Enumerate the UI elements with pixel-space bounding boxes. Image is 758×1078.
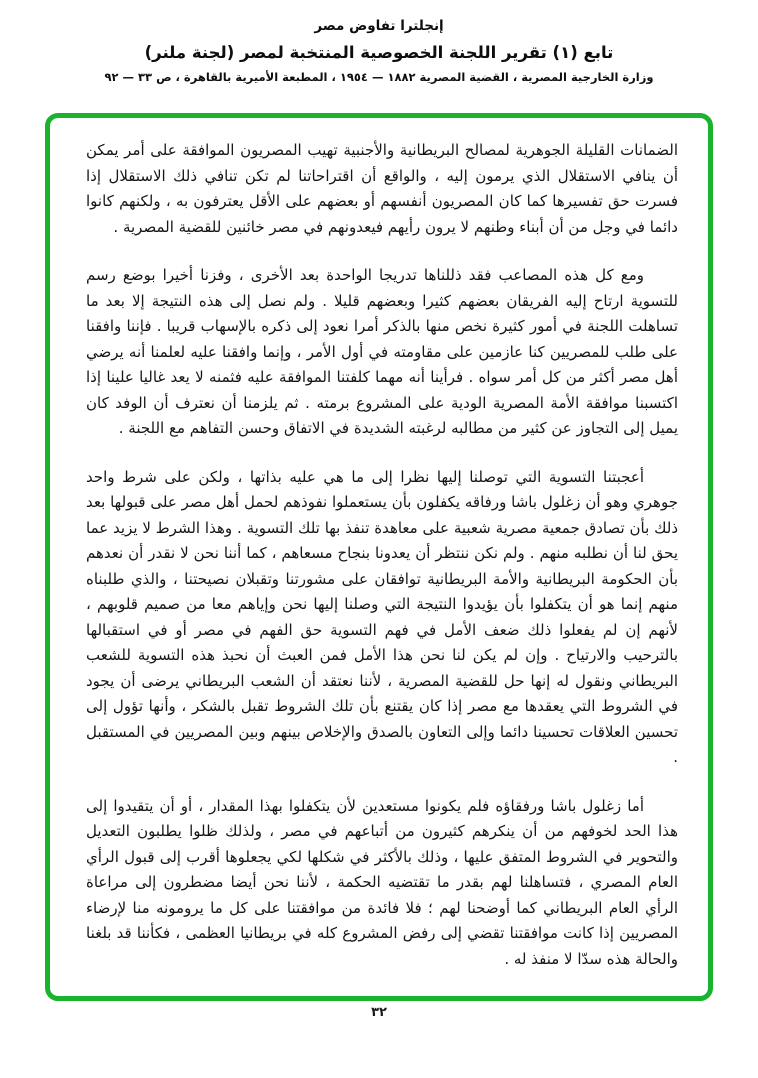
document-header (0, 18, 758, 84)
paragraph-3: أعجبتنا التسوية التي توصلنا إليها نظرا إلى ما هي عليه بذاتها ، ولكن على شرط واحد جوهري وهو أن زغلول باشا ورفاقه يكفلون بأن يستعملوا نفوذهم لحمل أهل مصر على قبولها بعد ذلك بأن تصادق جمعية مصرية شعبية على معاهدة تنفذ بها تلك التسوية . وهذا الشرط لا يزيد عما يحق لنا أن نطلبه منهم . ولم نكن ننتظر أن يعدونا بنجاح مسعاهم ، كما أننا نحن لا نقدر أن نعدهم بأن الحكومة البريطانية والأمة البريطانية توافقان على مشورتنا وتقبلان نصيحتنا ، والذي طلبناه منهم إنما هو أن يتكفلوا بأن يؤيدوا النتيجة التي وصلنا إليها نحن وإياهم معا من صميم قلوبهم ، لأنهم إن لم يفعلوا ذلك ضعف الأمل في فهم التسوية حق الفهم في مصر أو في استقبالها بالترحيب والارتياح . وإن لم يكن لنا نحن هذا الأمل فمن العبث أن نحبذ هذه التسوية للشعب البريطاني ونقول له إنها حل للقضية المصرية ، لأننا نعتقد أن الشعب البريطاني يرضى أن يجود في الشروط التي يعقدها مع مصر إذا كان يقتنع بأن تلك الشروط تقبل بالشكر ، وأنها تؤول إلى تحسين العلاقات تحسينا دائما وإلى التعاون بالصدق والإخلاص بينهم وبين المصريين في المستقبل . (86, 467, 678, 766)
document-body (50, 118, 708, 972)
page-number: ٣٢ (371, 1005, 387, 1020)
chapter-title: تابع (١) تقرير اللجنة الخصوصية المنتخبة لمصر (لجنة ملنر) (144, 43, 614, 62)
page-footer (0, 1005, 758, 1020)
book-title: إنجلترا تفاوض مصر (314, 18, 444, 34)
paragraph-2: ومع كل هذه المصاعب فقد ذللناها تدريجا الواحدة بعد الأخرى ، وفزنا أخيرا بوضع رسم للتسوية ارتاح إليه الفريقان بعضهم كثيرا وبعضهم قليلا . ولم نصل إلى هذه النتيجة إلا بعد ما تساهلت اللجنة في أمور كثيرة نخص منها بالذكر أمرا نعود إلى ذكره بالإسهاب قريبا . فإننا وافقنا على طلب للمصريين كنا عازمين على مقاومته في أول الأمر ، وإنما وافقنا عليه لعلمنا أنه يرضي أهل مصر أكثر من كل أمر سواه . فرأينا أنه مهما كلفتنا الموافقة عليه فثمنه لا يعد غاليا علينا إذا اكتسبنا موافقة الأمة المصرية الودية على المشروع برمته . ثم يلزمنا أن نعترف أن الوفد كان يميل إلى التجاوز عن كثير من مطالبه لرغبته الشديدة في الاتفاق وحسن التفاهم مع اللجنة . (86, 266, 678, 437)
source-citation: وزارة الخارجية المصرية ، القضية المصرية ١٨٨٢ — ١٩٥٤ ، المطبعة الأميرية بالقاهرة ، ص ٣٣ — ٩٢ (104, 70, 654, 84)
green-text-frame (45, 113, 713, 1001)
paragraph-4: أما زغلول باشا ورفقاؤه فلم يكونوا مستعدين لأن يتكفلوا بهذا المقدار ، أو أن يتقيدوا إلى هذا الحد لخوفهم من أن ينكرهم كثيرون من أتباعهم في مصر ، ولذلك ظلوا يطلبون التعديل والتحوير في الشروط المتفق عليها ، وذلك بالأكثر في شكلها لكي يجعلوها أقرب إلى قبول الرأي العام المصري ، فتساهلنا لهم بقدر ما تقتضيه الحكمة ، لأننا نحن أيضا مضطرون إلى مراعاة الرأي العام البريطاني كما أوضحنا لهم ؛ فلا فائدة من موافقتنا على كل ما يرومونه منا لإرضاء المصريين إذا كانت موافقتنا تقضي إلى رفض المشروع كله في بريطانيا العظمى ، فكأننا قد بلغنا والحالة هذه سدّا لا منفذ له . (86, 796, 678, 968)
paragraph-1: الضمانات القليلة الجوهرية لمصالح البريطانية والأجنبية تهيب المصريون الموافقة على أمر يمكن أن ينافي الاستقلال الذي يرمون إليه ، والواقع أن اقتراحاتنا لم تكن تنافي ذلك الاستقلال إذا فسرت حق تفسيرها كما كان المصريون أنفسهم أو بعضهم على الأقل يعترفون به ، ولكنهم كانوا دائما في وجل من أن أبناء وطنهم لا يرون رأيهم فيعدونهم في مصر خائنين للقضية المصرية . (86, 141, 678, 236)
